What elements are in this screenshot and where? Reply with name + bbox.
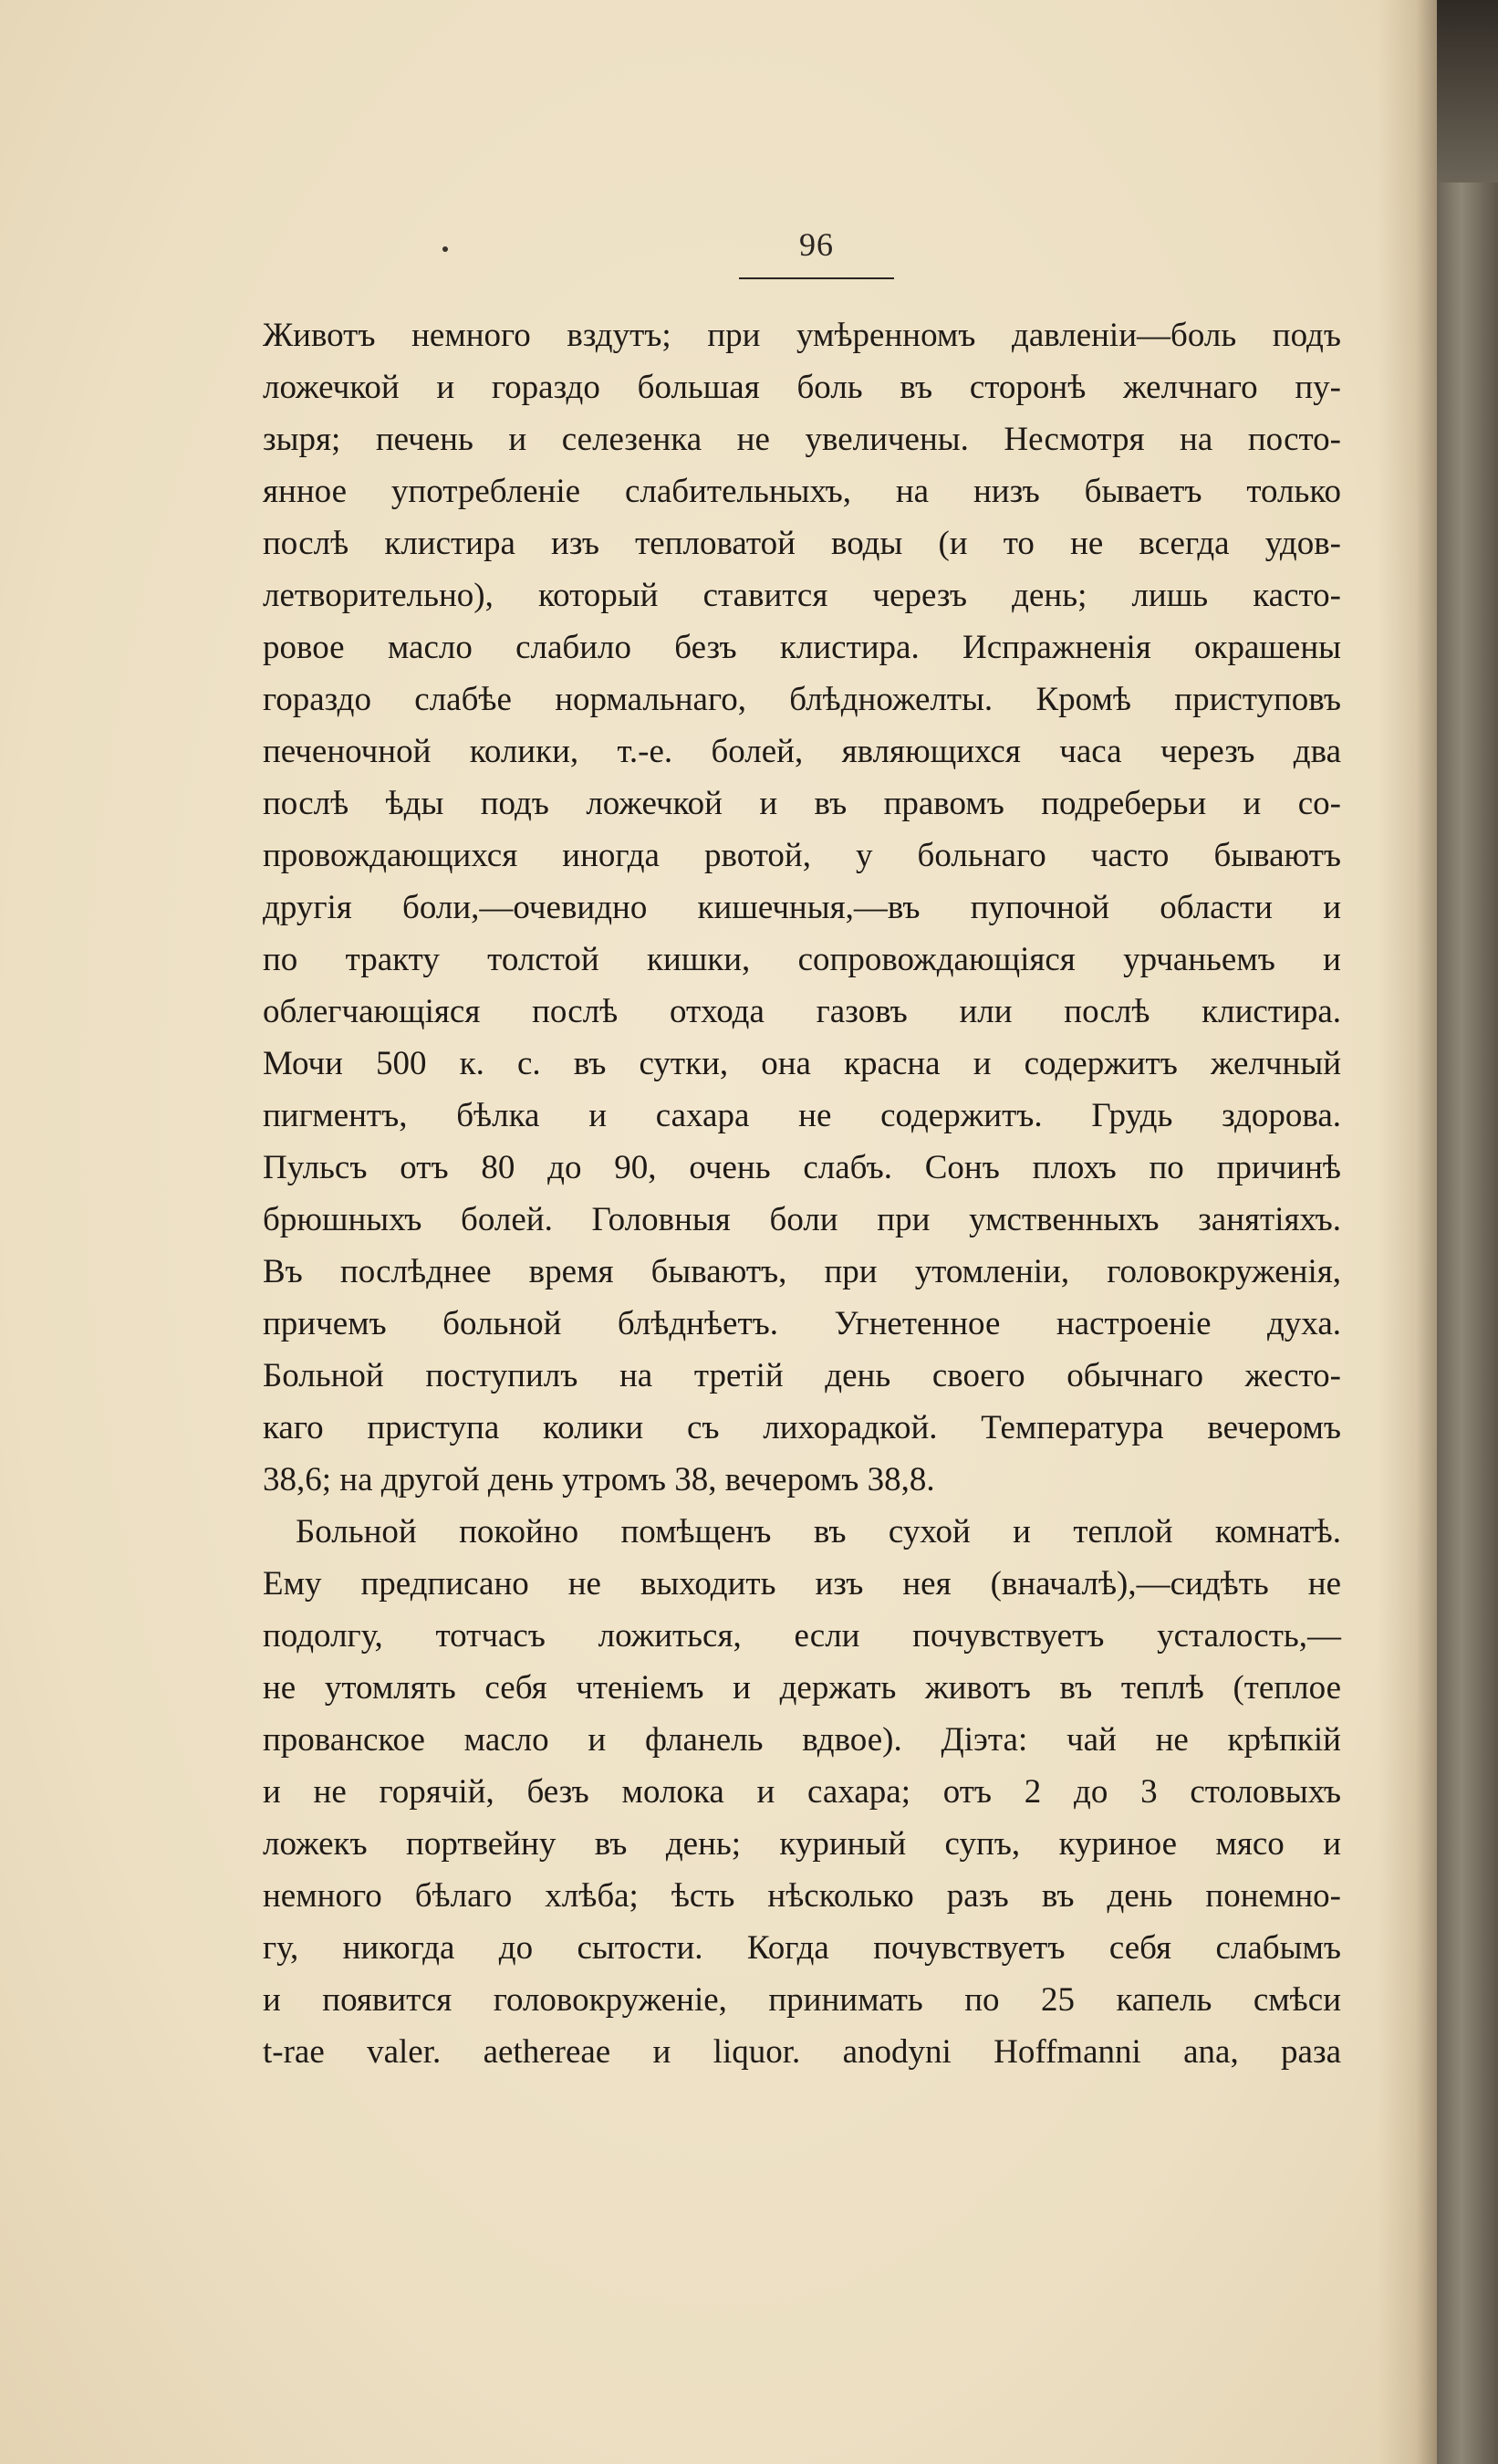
- text-line: гу, никогда до сытости. Когда почувствуетъ себя слабымъ: [263, 1929, 1341, 1967]
- scan-edge: [1437, 0, 1498, 2464]
- paragraph-last-line: 38,6; на другой день утромъ 38, вечеромъ 38,8.: [263, 1461, 935, 1498]
- text-line: Животъ немного вздутъ; при умѣренномъ давленіи—боль подъ: [263, 317, 1341, 354]
- text-line: брюшныхъ болей. Головныя боли при умственныхъ занятіяхъ.: [263, 1201, 1341, 1238]
- text-line: ровое масло слабило безъ клистира. Испражненія окрашены: [263, 629, 1341, 666]
- text-line: Въ послѣднее время бываютъ, при утомленіи, головокруженія,: [263, 1253, 1341, 1290]
- text-line: провождающихся иногда рвотой, у больнаго часто бываютъ: [263, 837, 1341, 874]
- text-line: другія боли,—очевидно кишечныя,—въ пупочной области и: [263, 889, 1341, 926]
- text-line: t-rae valer. aethereae и liquor. anodyni Hoffmanni ana, раза: [263, 2033, 1341, 2071]
- paragraph-first-line: Больной покойно помѣщенъ въ сухой и теплой комнатѣ.: [296, 1513, 1341, 1550]
- text-line: печеночной колики, т.-е. болей, являющихся часа черезъ два: [263, 733, 1341, 770]
- text-line: янное употребленіе слабительныхъ, на низъ бываетъ только: [263, 473, 1341, 510]
- page-gutter-shadow: [1378, 0, 1441, 2464]
- text-line: ложечкой и гораздо большая боль въ сторонѣ желчнаго пу-: [263, 369, 1341, 406]
- text-line: и появится головокруженіе, принимать по 25 капель смѣси: [263, 1981, 1341, 2019]
- text-line: и не горячій, безъ молока и сахара; отъ 2 до 3 столовыхъ: [263, 1773, 1341, 1811]
- text-line: Пульсъ отъ 80 до 90, очень слабъ. Сонъ плохъ по причинѣ: [263, 1149, 1341, 1186]
- text-line: не утомлять себя чтеніемъ и держать животъ въ теплѣ (теплое: [263, 1669, 1341, 1707]
- text-line: летворительно), который ставится черезъ день; лишь касто-: [263, 577, 1341, 614]
- text-line: Больной поступилъ на третій день своего обычнаго жесто-: [263, 1357, 1341, 1394]
- page-number-rule: [739, 277, 894, 279]
- text-line: послѣ клистира изъ тепловатой воды (и то не всегда удов-: [263, 525, 1341, 562]
- text-line: по тракту толстой кишки, сопровождающіяся урчаньемъ и: [263, 941, 1341, 978]
- page-number: 96: [799, 226, 834, 263]
- printer-mark: [442, 246, 448, 252]
- text-line: немного бѣлаго хлѣба; ѣсть нѣсколько разъ въ день понемно-: [263, 1877, 1341, 1915]
- text-line: подолгу, тотчасъ ложиться, если почувствуетъ усталость,—: [263, 1617, 1341, 1655]
- text-line: пигментъ, бѣлка и сахара не содержитъ. Грудь здорова.: [263, 1097, 1341, 1134]
- text-line: прованское масло и фланель вдвое). Діэта: чай не крѣпкій: [263, 1721, 1341, 1759]
- text-line: облегчающіяся послѣ отхода газовъ или послѣ клистира.: [263, 993, 1341, 1030]
- text-line: зыря; печень и селезенка не увеличены. Несмотря на посто-: [263, 421, 1341, 458]
- text-line: Ему предписано не выходить изъ нея (вначалѣ),—сидѣть не: [263, 1565, 1341, 1603]
- scan-edge-top: [1437, 0, 1498, 183]
- text-line: каго приступа колики съ лихорадкой. Температура вечеромъ: [263, 1409, 1341, 1446]
- text-line: Мочи 500 к. с. въ сутки, она красна и содержитъ желчный: [263, 1045, 1341, 1082]
- text-line: послѣ ѣды подъ ложечкой и въ правомъ подреберьи и со-: [263, 785, 1341, 822]
- text-line: причемъ больной блѣднѣетъ. Угнетенное настроеніе духа.: [263, 1305, 1341, 1342]
- text-line: ложекъ портвейну въ день; куриный супъ, куриное мясо и: [263, 1825, 1341, 1863]
- text-line: гораздо слабѣе нормальнаго, блѣдножелты. Кромѣ приступовъ: [263, 681, 1341, 718]
